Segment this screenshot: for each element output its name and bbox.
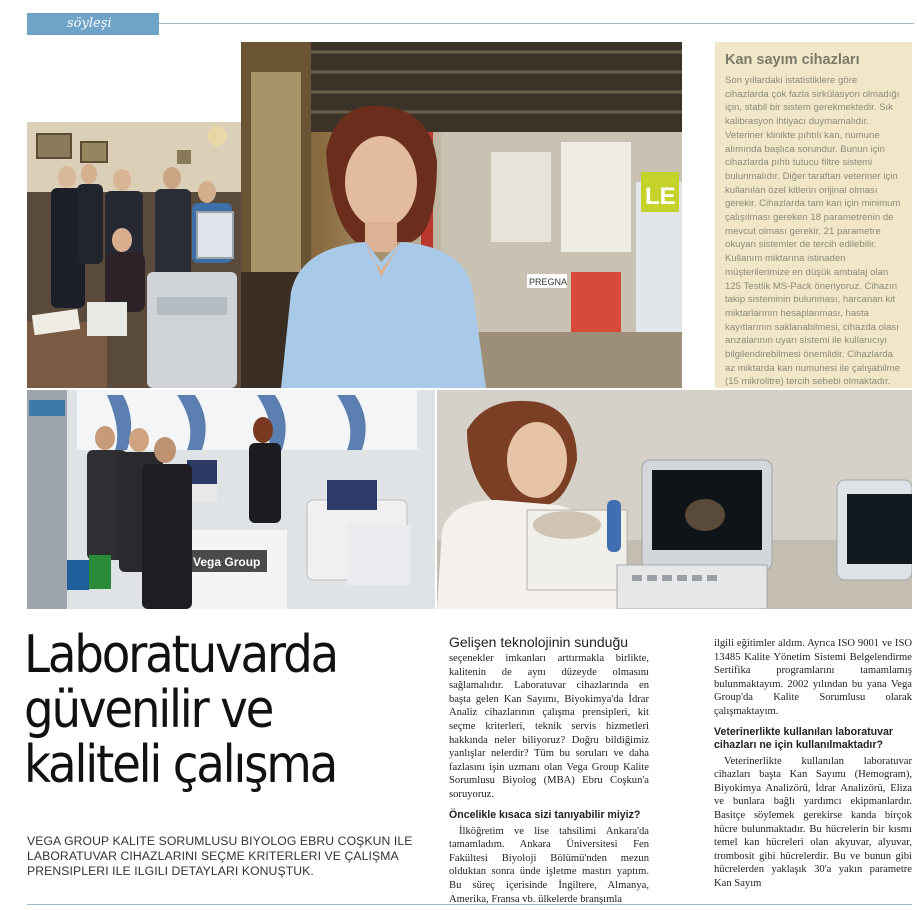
answer-2: Veterinerlikte kullanılan laboratuvar cihazları başta Kan Sayımı (Hemogram), Biyokimya Analizörü, İdrar Analizörü, Eliza ve bunlara bağlı yardımcı ekipmanlardır. Basitçe söylemek gerekirse kanda birçok hücre bulunmaktadır. Bu hücrelerin bir kısmı temel kan hücreleri olan akyuvar, alyuvar, trombosit gibi hücrelerdir. Bu ve bunun gibi hücrelerden yaklaşık 30'a yakın parametre Kan Sayım [714,755,912,889]
section-tag: söyleşi [27,13,159,35]
headline-line-2: güvenilir ve [24,680,273,740]
lead-paragraph: seçenekler imkanları arttırmakla birlikte, kalitenin de aynı düzeyde olmasını sağlamalıdır. Laboratuvar cihazlarında en başta gelen Kan Sayımı, Biyokimya'da İdrar Analiz cihazlarının çalışma prensipleri, kit seçme kriterleri, teknik servis hizmetleri hakkında neler biliyoruz? Doğru bildiğimiz yanlışlar nelerdir? Tüm bu soruları ve daha fazlasını işin uzmanı olan Vega Group Kalite Sorumlusu Biyolog (MBA) Ebru Coşkun'a soruyoruz. [449,653,649,800]
expo-booth-illustration [27,390,435,609]
headline-line-3: kaliteli çalışma [24,735,337,795]
photo-ultrasound [437,390,912,609]
article-headline [24,625,384,795]
photo-expo-booth [27,390,435,609]
article-column-2 [714,637,912,891]
article-column-1 [449,634,649,906]
banner-right-text: LE [645,183,676,210]
photo-portrait-expo [241,42,682,388]
photo-meeting-room [27,122,241,388]
headline-line-1: Laboratuvarda [24,625,337,685]
question-1: Öncelikle kısaca sizi tanıyabilir miyiz? [449,808,641,821]
article-deck: VEGA GROUP KALITE SORUMLUSU BIYOLOG EBRU COŞKUN ILE LABORATUVAR CIHAZLARINI SEÇME KRITERLERI VE ÇALIŞMA PRENSIPLERI ILE ILGILI DETAYLARI KONUŞTUK. [27,834,413,878]
banner-left-text: PREGNA [529,277,568,287]
sidebar-box [715,42,912,388]
portrait-expo-illustration [241,42,682,388]
question-2: Veterinerlikte kullanılan laboratuvar cihazları ne için kullanılmaktadır? [714,725,893,751]
sidebar-body: Son yıllardaki istatistiklere göre cihazlarda çok fazla sirkülasyon olmadığı için, stabil bir sistem gerekmektedir. Sık kalibrasyon ihtiyacı duymamalıdır. Veteriner klinikte pıhtılı kan, numune alımında başlıca sorundur. Bunun için cihazlarda pıhtı tutucu filtre sistemi bulunmalıdır. Diğer taraftan veteriner için kullanılan özel kitlerin orijinal olması gerekir. Cihazlarda tam kan için minimum çalışılması gereken 18 parametrenin de mevcut olması gerekir. 21 parametre okuyan sistemler de tercih edilebilir. Kullanım miktarına istinaden müşterilerimize en düşük ambalaj olan 125 Testlik MS-Pack öneriyoruz. Cihazın takip sisteminin bulunması, harcanan kit miktarlarının hesaplanması, hasta kayıtlarının saklanabilmesi, cihazda olası arızalarının uyarı sistemi ile kullanıcıyı bilgilendirebilmesi önemlidir. Cihazlarda az miktarda kan numunesi ile çalışabilme (15 mikrolitre) tercih sebebi olmaktadır. [725,75,901,388]
answer-1: İlköğretim ve lise tahsilimi Ankara'da tamamladım. Ankara Üniversitesi Fen Fakültesi Biyoloji Bölümü'nden mezun olduktan sonra ünde işletme mastırı yaptım. Bu süreç içerisinde İngiltere, Almanya, Amerika, Fransa vb. ülkelerde branşımla [449,825,649,905]
lead-big: Gelişen teknolojinin sunduğu [449,634,629,650]
answer-1-continued: ilgili eğitimler aldım. Ayrıca ISO 9001 ve ISO 13485 Kalite Yönetim Sistemi Belgelendirme Sertifika programlarını tamamlamış bulunmaktayım. 2002 yılından bu yana Vega Group'da Kalite Sorumlusu olarak çalışmaktayım. [714,638,912,717]
meeting-room-illustration [27,122,241,388]
ultrasound-illustration [437,390,912,609]
header-rule [159,23,914,24]
booth-sign-text: Vega Group [193,555,261,569]
bottom-rule [27,904,912,905]
sidebar-title: Kan sayım cihazları [725,52,860,68]
